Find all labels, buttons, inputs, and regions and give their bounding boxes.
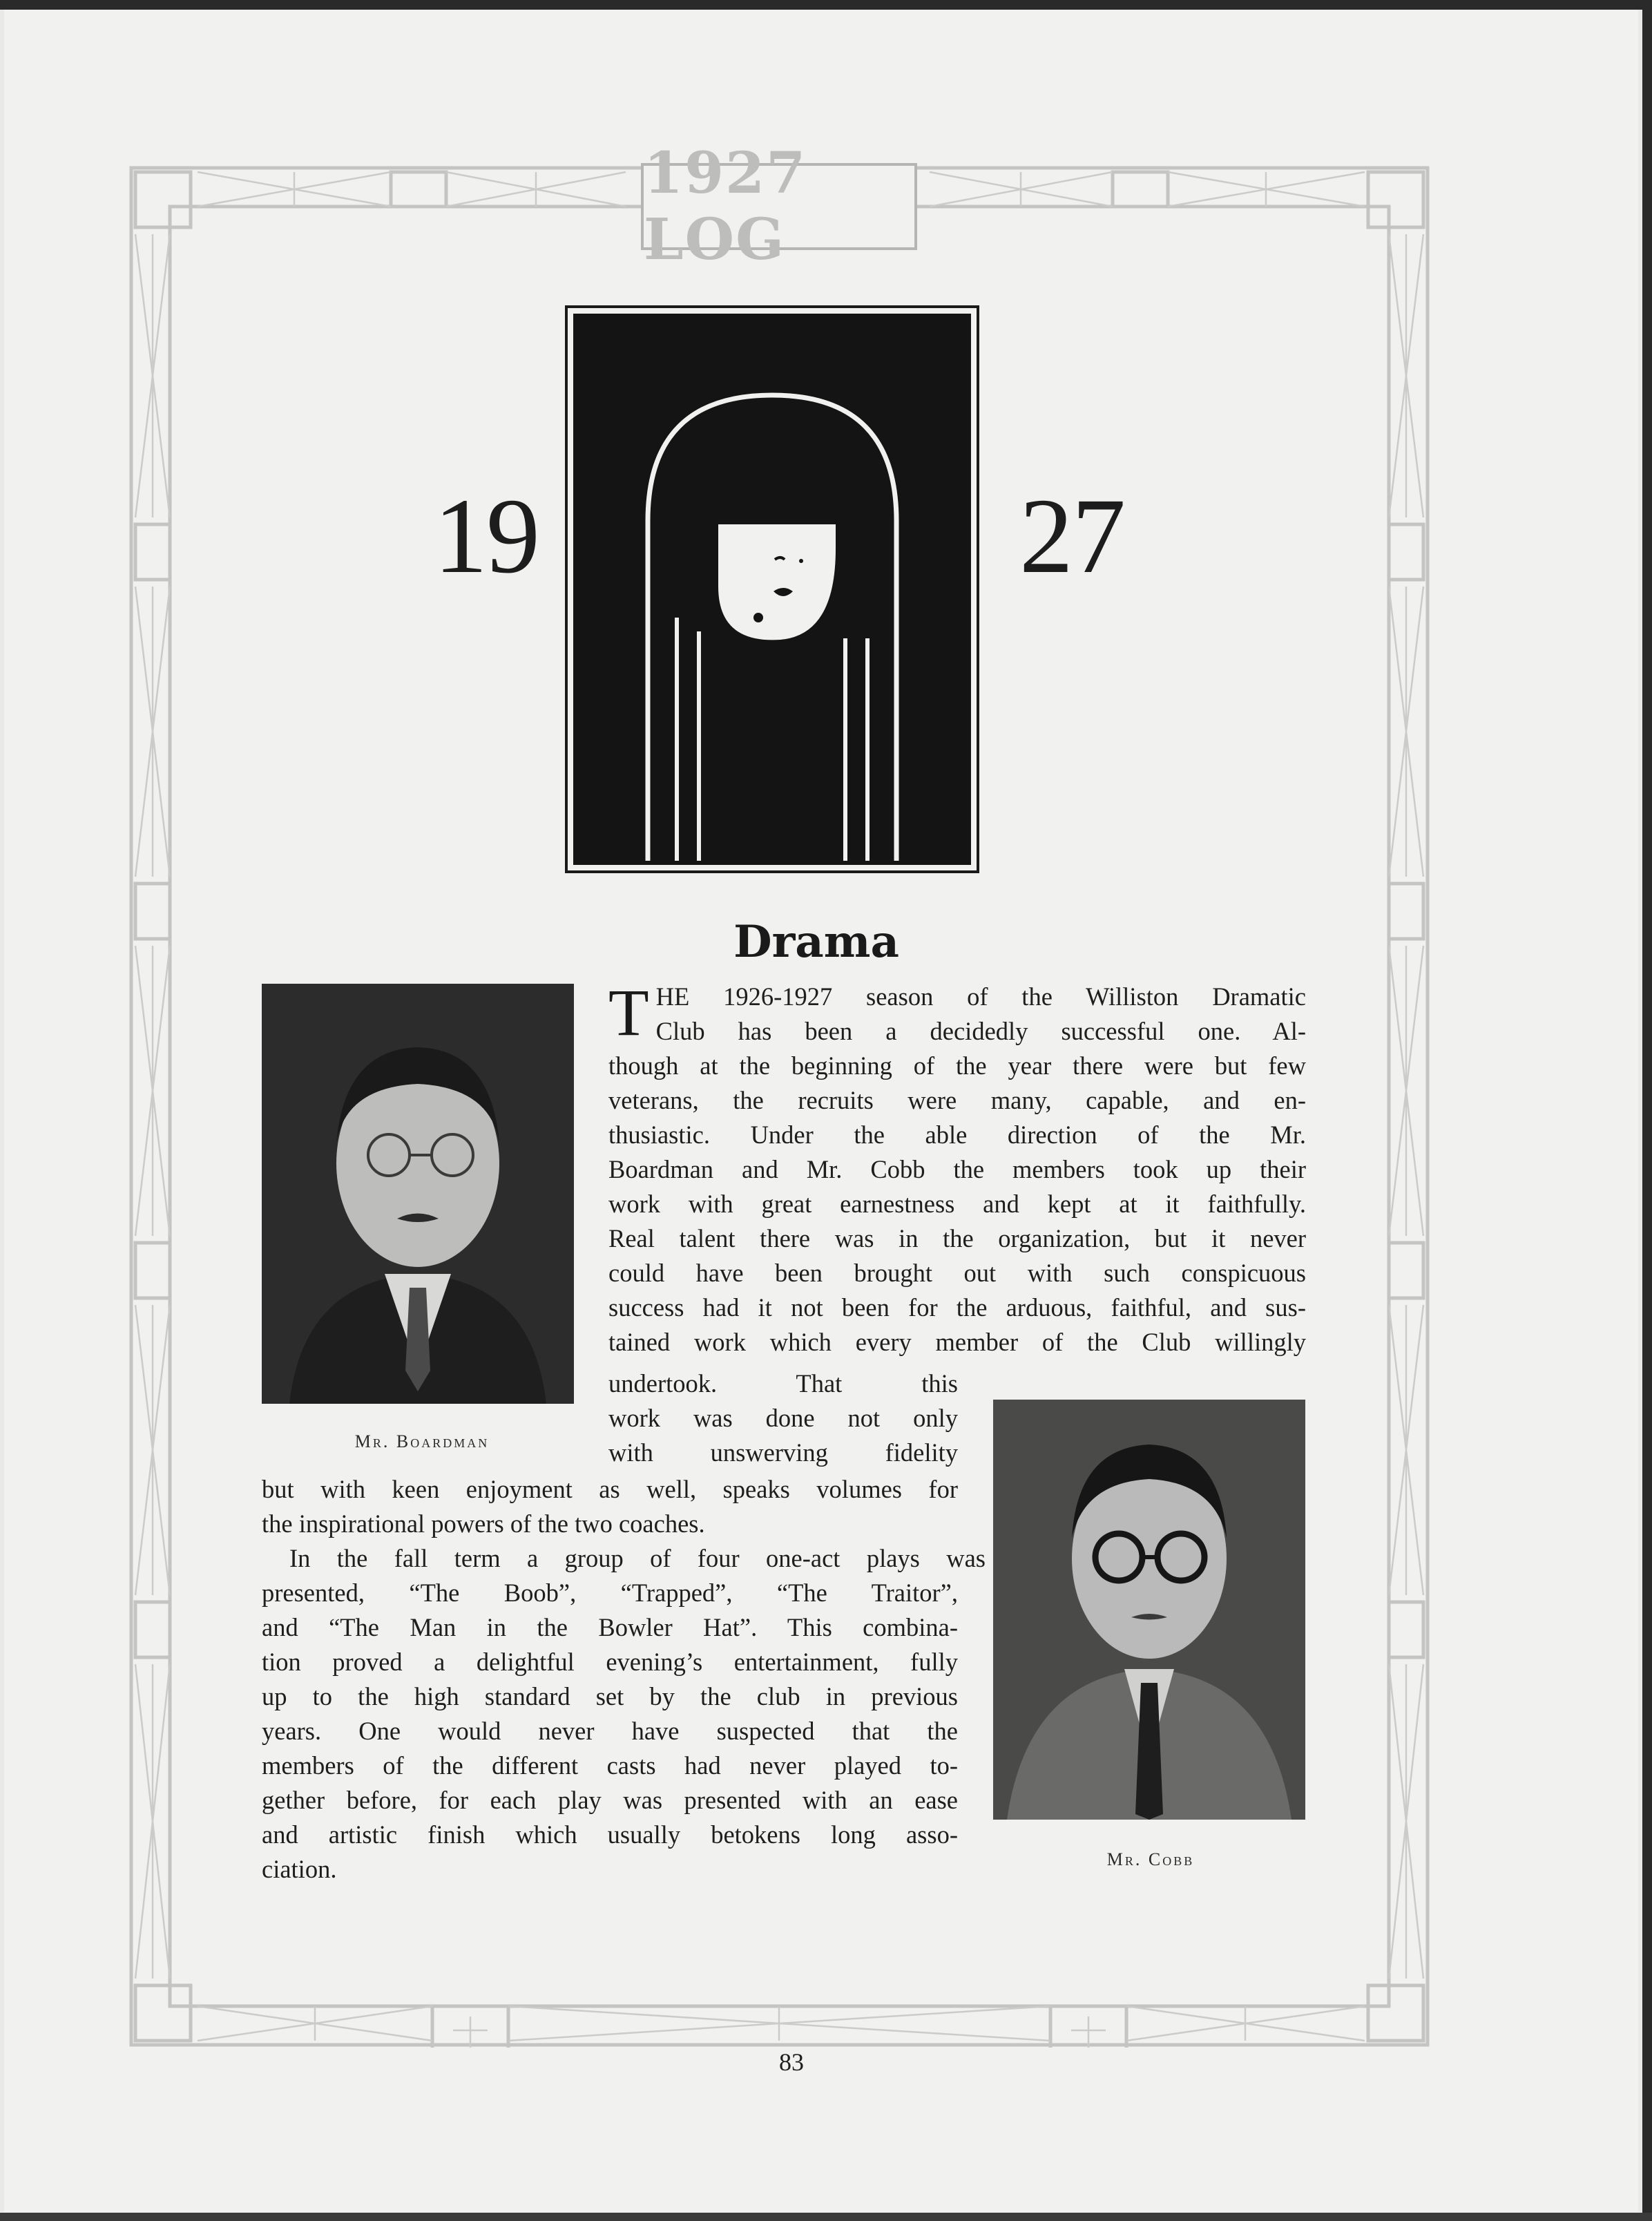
article-line: tion proved a delightful evening’s entertainment, fully (262, 1648, 958, 1676)
scan-edge-right (1642, 0, 1652, 2221)
yearbook-page (4, 10, 1638, 2212)
article-line: HE 1926-1927 season of the Williston Dramatic (655, 982, 1306, 1011)
header-badge (641, 140, 917, 273)
article-line: up to the high standard set by the club in previous (262, 1682, 958, 1710)
article-line: the inspirational powers of the two coaches. (262, 1509, 705, 1538)
article-line: gether before, for each play was presented with an ease (262, 1786, 958, 1814)
article-line: work was done not only (608, 1404, 958, 1432)
boardman-caption: Mr. Boardman (354, 1431, 490, 1451)
article-line: with unswerving fidelity (608, 1438, 958, 1467)
header-badge-text: 1927 LOG (644, 140, 807, 273)
scan-edge-top (0, 0, 1652, 10)
drop-cap: T (608, 975, 649, 1049)
article-paragraph-1 (608, 975, 1306, 1360)
article-line: success had it not been for the arduous, faithful, and sus- (608, 1293, 1306, 1322)
article-line: thusiastic. Under the able direction of the Mr. (608, 1121, 1306, 1149)
article-line: Boardman and Mr. Cobb the members took up their (608, 1155, 1306, 1183)
article-line: In the fall term a group of four one-act plays was (289, 1544, 986, 1572)
article-line: undertook. That this (608, 1369, 958, 1398)
article-line: ciation. (262, 1855, 337, 1883)
article-line: years. One would never have suspected that the (262, 1717, 958, 1745)
scan-edge-bottom (0, 2213, 1652, 2221)
cobb-portrait (993, 1400, 1305, 1820)
article-line: though at the beginning of the year there were but few (608, 1051, 1306, 1080)
boardman-photo-graphic (262, 984, 574, 1404)
article-line: Real talent there was in the organization, but it never (608, 1224, 1306, 1252)
cobb-photo-graphic (993, 1400, 1305, 1820)
article-line: and artistic finish which usually betokens long asso- (262, 1820, 958, 1849)
year-left: 19 (434, 476, 539, 595)
masked-face-illustration (573, 314, 971, 865)
article-paragraph-1-end (262, 1472, 958, 1541)
article-line: work with great earnestness and kept at it faithfully. (608, 1190, 1306, 1218)
article-line: and “The Man in the Bowler Hat”. This combina- (262, 1613, 958, 1641)
boardman-portrait (262, 984, 574, 1404)
article-paragraph-2 (262, 1541, 986, 1887)
year-right: 27 (1019, 476, 1124, 595)
cobb-caption: Mr. Cobb (1106, 1849, 1195, 1869)
article-line: tained work which every member of the Club willingly (608, 1328, 1306, 1356)
article-line: but with keen enjoyment as well, speaks volumes for (262, 1475, 958, 1503)
article-line: veterans, the recruits were many, capable, and en- (608, 1086, 1306, 1114)
drama-illustration (565, 305, 979, 873)
section-title: Drama (733, 916, 899, 968)
article-line: Club has been a decidedly successful one. Al- (655, 1017, 1306, 1045)
article-line: could have been brought out with such conspicuous (608, 1259, 1306, 1287)
article-line: presented, “The Boob”, “Trapped”, “The Traitor”, (262, 1579, 958, 1607)
page-number: 83 (779, 2048, 804, 2076)
article-paragraph-1-cont (608, 1366, 958, 1470)
article-line: members of the different casts had never played to- (262, 1751, 958, 1780)
